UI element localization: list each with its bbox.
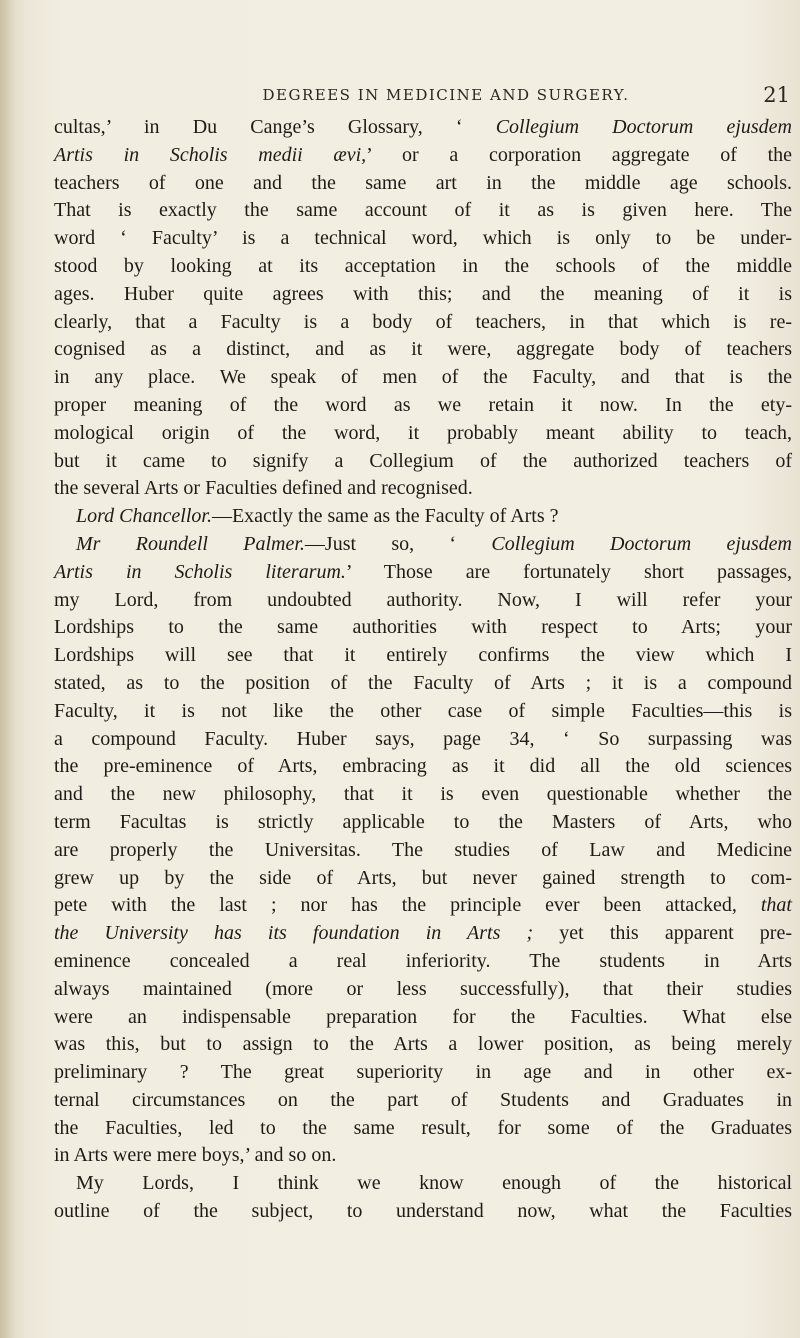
text-span: eminence concealed a real inferiority. The students in Arts <box>54 949 792 972</box>
page-gutter-edge <box>0 0 14 1338</box>
text-span: clearly, that a Faculty is a body of teachers, in that which is re- <box>54 310 792 333</box>
text-span: in any place. We speak of men of the Faculty, and that is the <box>54 366 792 389</box>
text-line <box>54 753 792 781</box>
text-line <box>54 503 792 531</box>
italic-text: that <box>760 894 792 917</box>
text-span: —Just so, ‘ <box>304 532 492 555</box>
text-span: was this, but to assign to the Arts a lower position, as being merely <box>54 1033 792 1056</box>
text-span: Lordships will see that it entirely confirms the view which I <box>54 644 792 667</box>
text-line <box>54 809 792 837</box>
text-span: a compound Faculty. Huber says, page 34, ‘ So surpassing was <box>54 727 792 750</box>
text-line <box>54 448 792 476</box>
text-line <box>54 1142 792 1170</box>
text-span: but it came to signify a Collegium of the authorized teachers of <box>54 449 792 472</box>
text-span: yet this apparent pre- <box>533 922 792 945</box>
text-line <box>54 837 792 865</box>
text-line <box>54 1170 792 1198</box>
text-span: ’ Those are fortunately short passages, <box>345 560 792 583</box>
text-span: Faculty, it is not like the other case of simple Faculties—this is <box>54 699 792 722</box>
text-line <box>54 1004 792 1032</box>
text-line <box>54 475 792 503</box>
text-line <box>54 865 792 893</box>
text-line <box>54 726 792 754</box>
text-line <box>54 1198 792 1226</box>
text-line <box>54 336 792 364</box>
text-line <box>54 531 792 559</box>
text-span: and the new philosophy, that it is even questionable whether the <box>54 783 792 806</box>
text-line <box>54 225 792 253</box>
text-line <box>54 1087 792 1115</box>
italic-text: Artis in Scholis literarum. <box>54 560 346 583</box>
text-line <box>54 1115 792 1143</box>
text-span: Lordships to the same authorities with respect to Arts; your <box>54 616 792 639</box>
text-line <box>54 253 792 281</box>
text-line <box>54 587 792 615</box>
text-line <box>54 392 792 420</box>
text-span: the pre-eminence of Arts, embracing as it did all the old sciences <box>54 755 792 778</box>
text-span: in Arts were mere boys,’ and so on. <box>54 1144 337 1167</box>
text-span: cognised as a distinct, and as it were, aggregate body of teachers <box>54 338 792 361</box>
text-line <box>54 142 792 170</box>
text-span: stood by looking at its acceptation in the schools of the middle <box>54 254 792 277</box>
text-line <box>54 197 792 225</box>
text-span: ternal circumstances on the part of Students and Graduates in <box>54 1088 792 1111</box>
italic-text: Mr Roundell Palmer. <box>76 532 305 555</box>
text-line <box>54 920 792 948</box>
text-line <box>54 281 792 309</box>
text-line <box>54 170 792 198</box>
text-line <box>54 114 792 142</box>
text-span: preliminary ? The great superiority in age and in other ex- <box>54 1061 792 1084</box>
text-span: stated, as to the position of the Faculty of Arts ; it is a compound <box>54 671 792 694</box>
text-span: the several Arts or Faculties defined and recognised. <box>54 477 473 500</box>
text-line <box>54 642 792 670</box>
page-number: 21 <box>763 83 790 107</box>
text-span: cultas,’ in Du Cange’s Glossary, ‘ <box>54 116 496 138</box>
text-span: That is exactly the same account of it as is given here. The <box>54 199 792 222</box>
text-span: my Lord, from undoubted authority. Now, I will refer your <box>54 588 792 611</box>
text-line <box>54 948 792 976</box>
running-head-title: DEGREES IN MEDICINE AND SURGERY. <box>262 86 630 104</box>
running-head <box>102 83 790 108</box>
text-line <box>54 309 792 337</box>
text-line <box>54 1059 792 1087</box>
text-span: word ‘ Faculty’ is a technical word, which is only to be under- <box>54 227 792 250</box>
italic-text: Artis in Scholis medii ævi, <box>54 143 367 166</box>
text-span: mological origin of the word, it probably meant ability to teach, <box>54 421 792 444</box>
text-line <box>54 614 792 642</box>
text-span: pete with the last ; nor has the principle ever been attacked, <box>54 894 761 917</box>
text-span: My Lords, I think we know enough of the historical <box>76 1172 792 1195</box>
text-line <box>54 559 792 587</box>
text-span: grew up by the side of Arts, but never gained strength to com- <box>54 866 792 889</box>
text-span: teachers of one and the same art in the middle age schools. <box>54 171 792 194</box>
text-line <box>54 420 792 448</box>
text-line <box>54 364 792 392</box>
italic-text: Lord Chancellor. <box>76 505 212 528</box>
italic-text: Collegium Doctorum ejusdem <box>491 532 792 555</box>
text-line <box>54 892 792 920</box>
text-span: ’ or a corporation aggregate of the <box>366 143 792 166</box>
text-span: proper meaning of the word as we retain it now. In the ety- <box>54 393 792 416</box>
italic-text: the University has its foundation in Arts ; <box>54 922 534 945</box>
text-line <box>54 670 792 698</box>
text-line <box>54 698 792 726</box>
text-span: always maintained (more or less successfully), that their studies <box>54 977 792 1000</box>
text-span: outline of the subject, to understand now, what the Faculties <box>54 1200 792 1223</box>
text-span: were an indispensable preparation for the Faculties. What else <box>54 1005 792 1028</box>
text-line <box>54 976 792 1004</box>
text-span: are properly the Universitas. The studies of Law and Medicine <box>54 838 792 861</box>
italic-text: Collegium Doctorum ejusdem <box>495 116 792 138</box>
text-span: ages. Huber quite agrees with this; and the meaning of it is <box>54 282 792 305</box>
text-span: the Faculties, led to the same result, for some of the Graduates <box>54 1116 792 1139</box>
body-text <box>54 114 792 1226</box>
text-span: —Exactly the same as the Faculty of Arts ? <box>211 505 559 528</box>
text-line <box>54 1031 792 1059</box>
text-line <box>54 781 792 809</box>
text-span: term Facultas is strictly applicable to the Masters of Arts, who <box>54 810 792 833</box>
